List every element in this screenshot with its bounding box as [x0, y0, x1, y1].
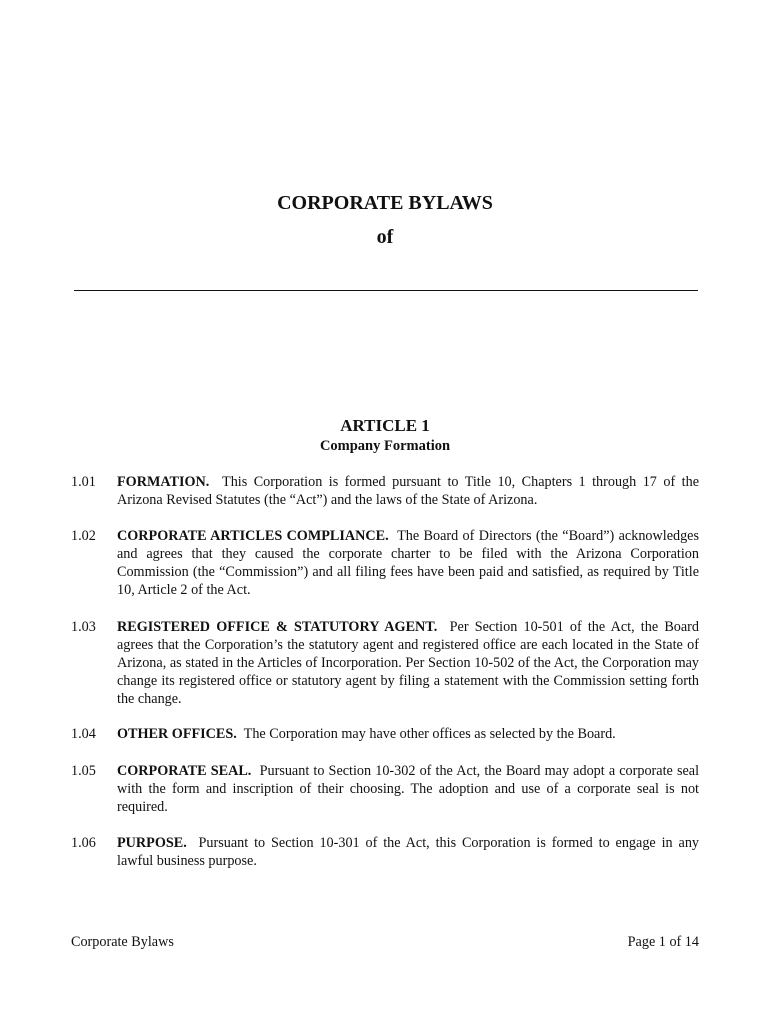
- section-heading: OTHER OFFICES.: [117, 726, 237, 742]
- section-text: This Corporation is formed pursuant to Title 10, Chapters 1 through 17 of the Arizona Revised Statutes (the “Act”) and the laws of the State of Arizona.: [117, 474, 699, 508]
- section-number: 1.04: [71, 726, 96, 742]
- section-text: The Corporation may have other offices as selected by the Board.: [243, 726, 616, 742]
- section-1-02: [71, 527, 699, 599]
- document-of-label: of: [376, 226, 394, 248]
- document-title: CORPORATE BYLAWS: [277, 192, 493, 214]
- section-body: [117, 473, 699, 509]
- section-heading: CORPORATE ARTICLES COMPLIANCE.: [117, 528, 389, 544]
- section-1-01: [71, 473, 699, 509]
- section-text: Pursuant to Section 10-302 of the Act, the Board may adopt a corporate seal with the form and inscription of their choosing. The adoption and use of a corporate seal is not required.: [117, 763, 700, 815]
- section-1-03: [71, 618, 699, 708]
- article-heading: ARTICLE 1: [340, 416, 430, 435]
- section-body: [117, 834, 699, 870]
- section-number: 1.06: [71, 835, 96, 851]
- section-1-06: [71, 834, 699, 870]
- section-heading: PURPOSE.: [117, 835, 187, 851]
- section-heading: FORMATION.: [117, 474, 210, 490]
- corporation-name-blank-line: [74, 290, 698, 291]
- footer-page-number: Page 1 of 14: [627, 934, 699, 950]
- section-number: 1.03: [71, 619, 96, 635]
- section-text: Per Section 10-501 of the Act, the Board agrees that the Corporation’s the statutory agent and registered office are each located in the State of Arizona, as stated in the Articles of Incorporation. Per Section 10-502 of the Act, the Corporation may change its registered office or statutory agent by filing a statement with the Commission setting forth the change.: [117, 619, 699, 707]
- section-text: The Board of Directors (the “Board”) acknowledges and agrees that they caused the corporate charter to be filed with the Arizona Corporation Commission (the “Commission”) and all filing fees have been paid and satisfied, as required by Title 10, Article 2 of the Act.: [117, 528, 700, 598]
- section-body: [117, 527, 699, 599]
- section-heading: REGISTERED OFFICE & STATUTORY AGENT.: [117, 619, 438, 635]
- section-number: 1.01: [71, 474, 96, 490]
- section-body: [117, 618, 699, 708]
- section-number: 1.05: [71, 763, 96, 779]
- section-body: [117, 762, 699, 816]
- section-text: Pursuant to Section 10-301 of the Act, this Corporation is formed to engage in any lawful business purpose.: [117, 835, 700, 869]
- section-1-04: [71, 725, 699, 743]
- section-number: 1.02: [71, 528, 96, 544]
- article-subheading: Company Formation: [319, 438, 451, 454]
- section-heading: CORPORATE SEAL.: [117, 763, 252, 779]
- footer-document-name: Corporate Bylaws: [71, 934, 174, 950]
- section-1-05: [71, 762, 699, 816]
- section-body: [117, 725, 699, 743]
